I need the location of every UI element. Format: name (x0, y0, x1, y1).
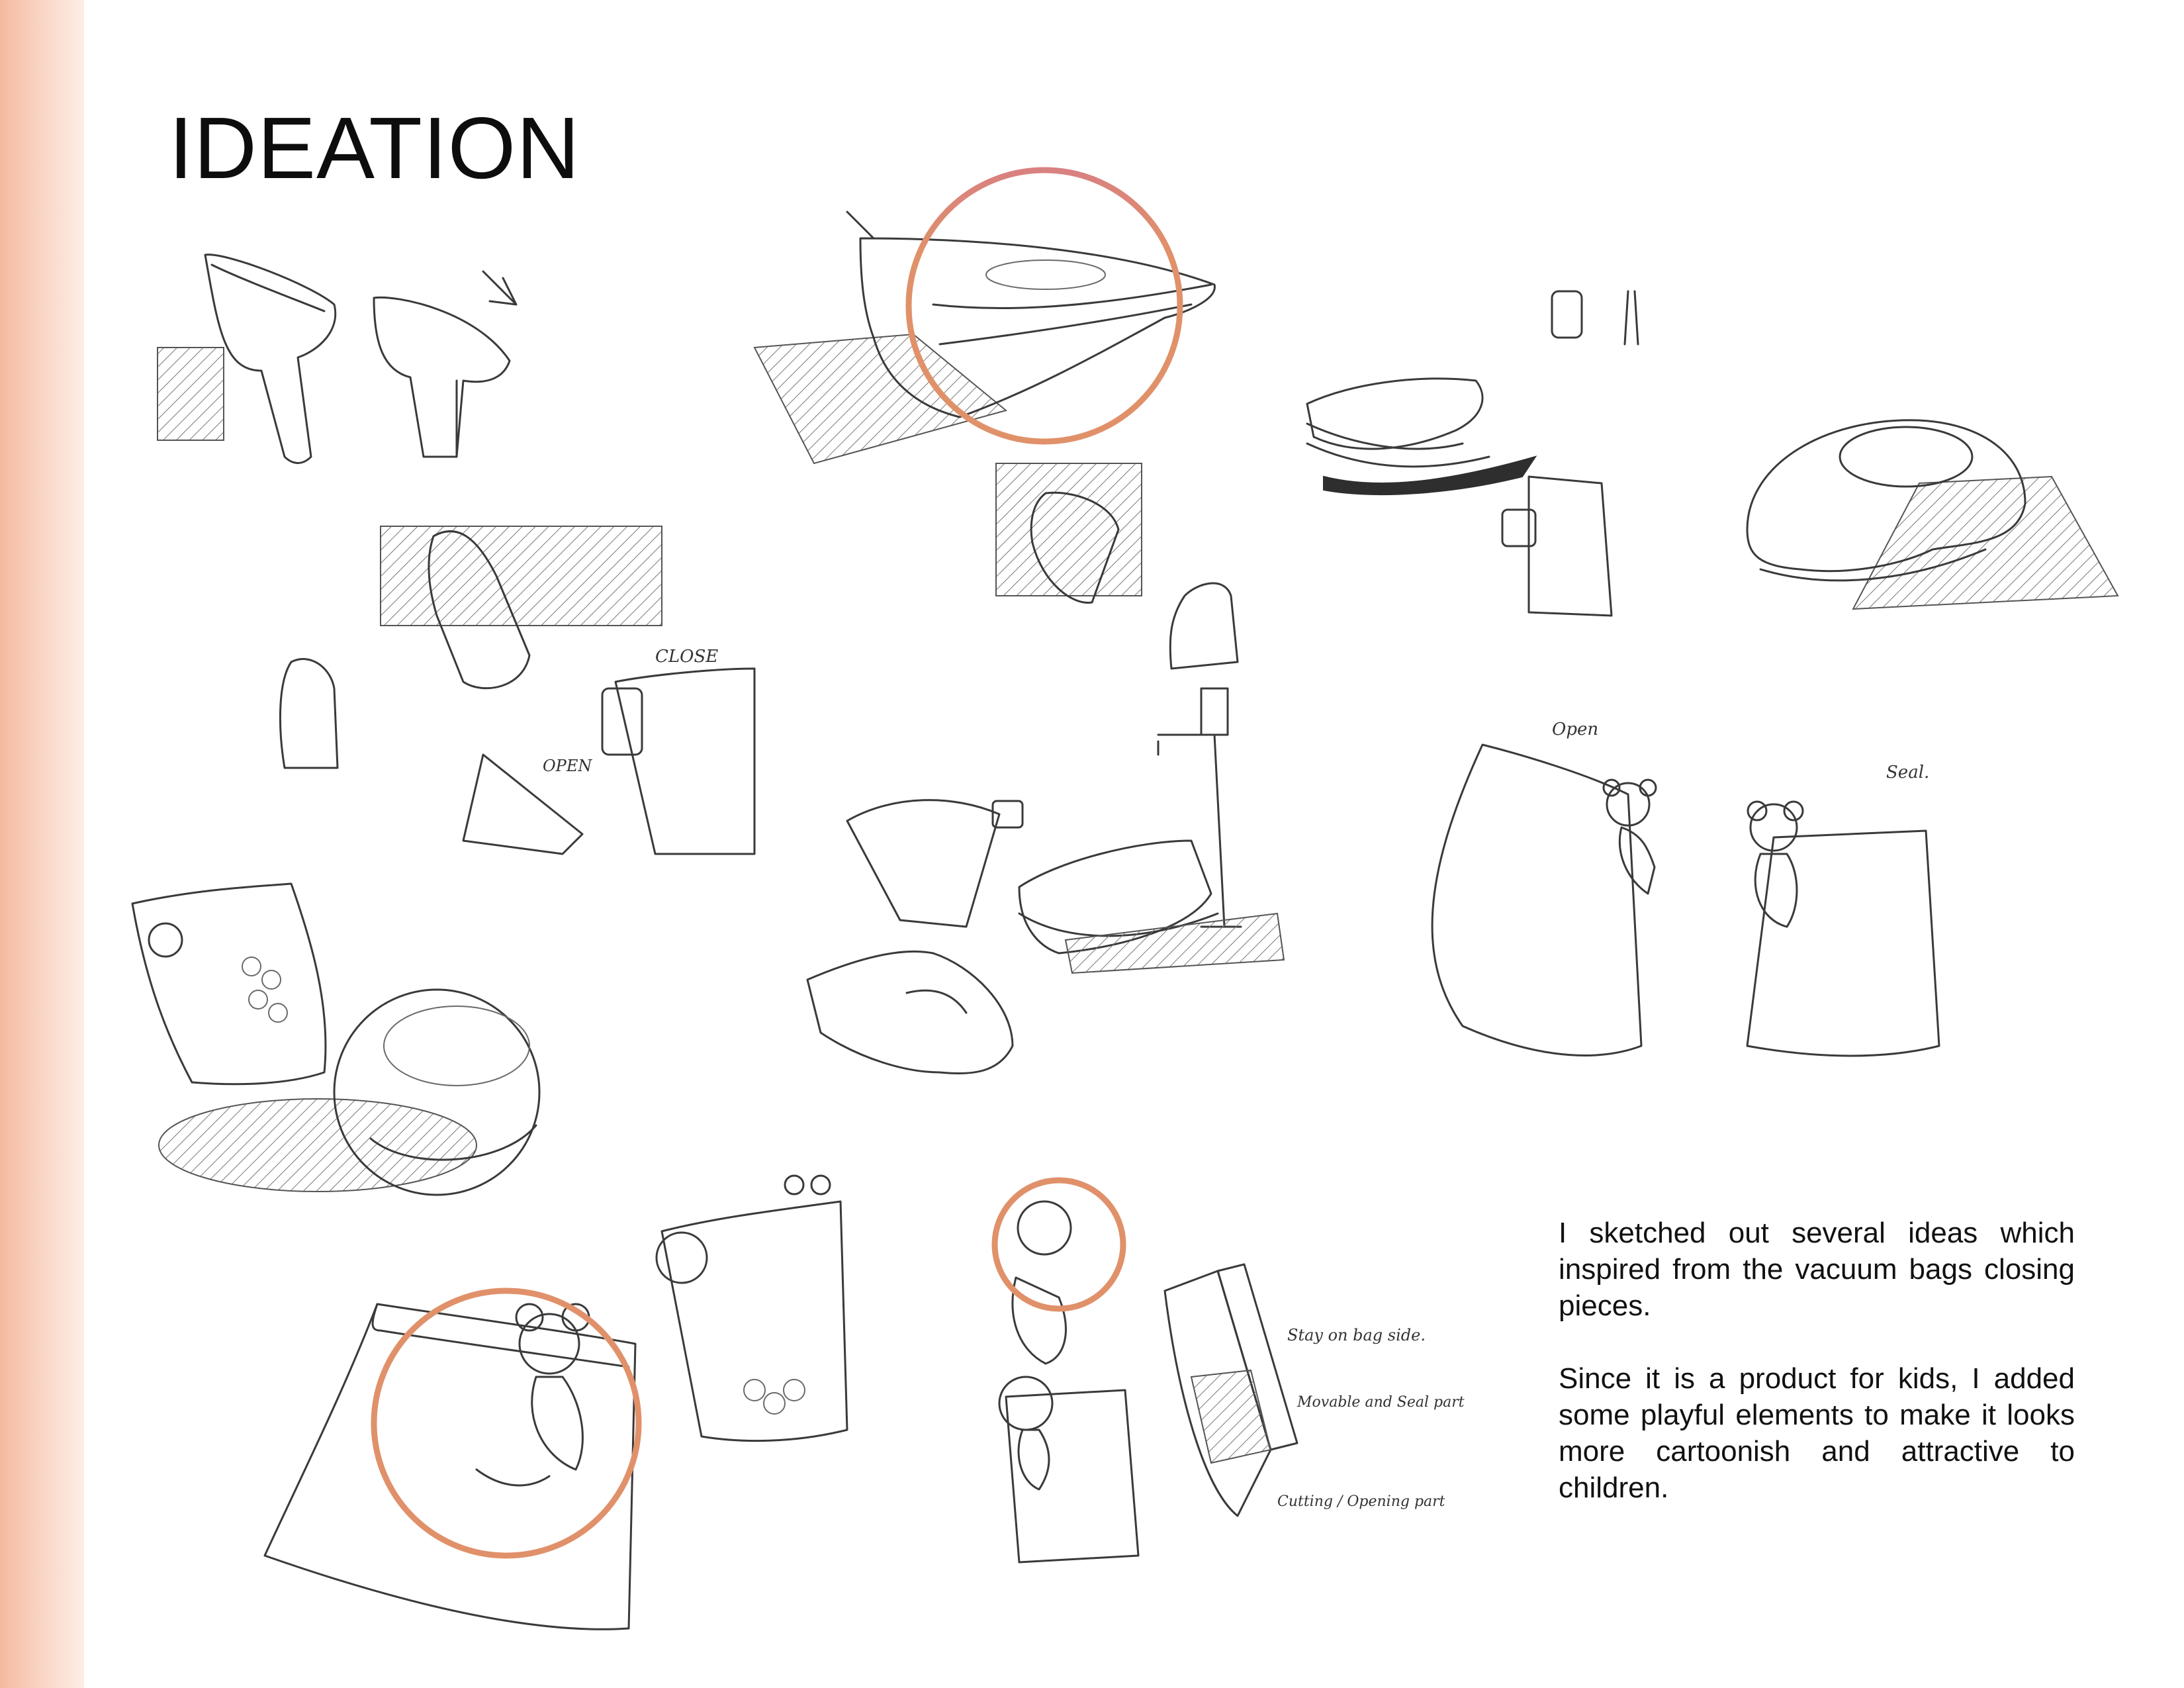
sketch-bag-and-sphere (132, 884, 539, 1195)
note-seal: Seal. (1886, 763, 1930, 782)
sketch-top-center-device (754, 212, 1238, 669)
description-paragraph-2: Since it is a product for kids, I added some playful elements to make it looks more cartoonish and attractive to children. (1559, 1362, 2075, 1504)
note-cutting-opening-part: Cutting / Opening part (1277, 1493, 1445, 1510)
page-title: IDEATION (169, 99, 580, 197)
note-stay-on-bag-side: Stay on bag side. (1287, 1326, 1426, 1344)
sketch-bear-clip-open-seal (1432, 720, 1939, 1056)
highlight-circle-elephant (995, 1180, 1123, 1309)
description-text (1559, 1215, 2075, 1542)
sketch-clip-top-left (158, 255, 516, 463)
sketch-middle-left-clips (280, 526, 754, 854)
sketch-bottom-center-elephant (999, 1201, 1465, 1562)
description-paragraph-1: I sketched out several ideas which inspired from the vacuum bags closing pieces. (1559, 1217, 2075, 1322)
highlight-circle-bear (374, 1291, 639, 1556)
sketch-top-right-devices (1307, 291, 2118, 616)
sketch-bottom-left-bear-clip (265, 1176, 847, 1629)
sketch-center-clips (807, 688, 1284, 1074)
note-movable-and-seal-part: Movable and Seal part (1297, 1394, 1465, 1411)
note-close: CLOSE (655, 647, 719, 667)
note-open-1: OPEN (543, 757, 592, 775)
note-open-2: Open (1552, 720, 1599, 739)
